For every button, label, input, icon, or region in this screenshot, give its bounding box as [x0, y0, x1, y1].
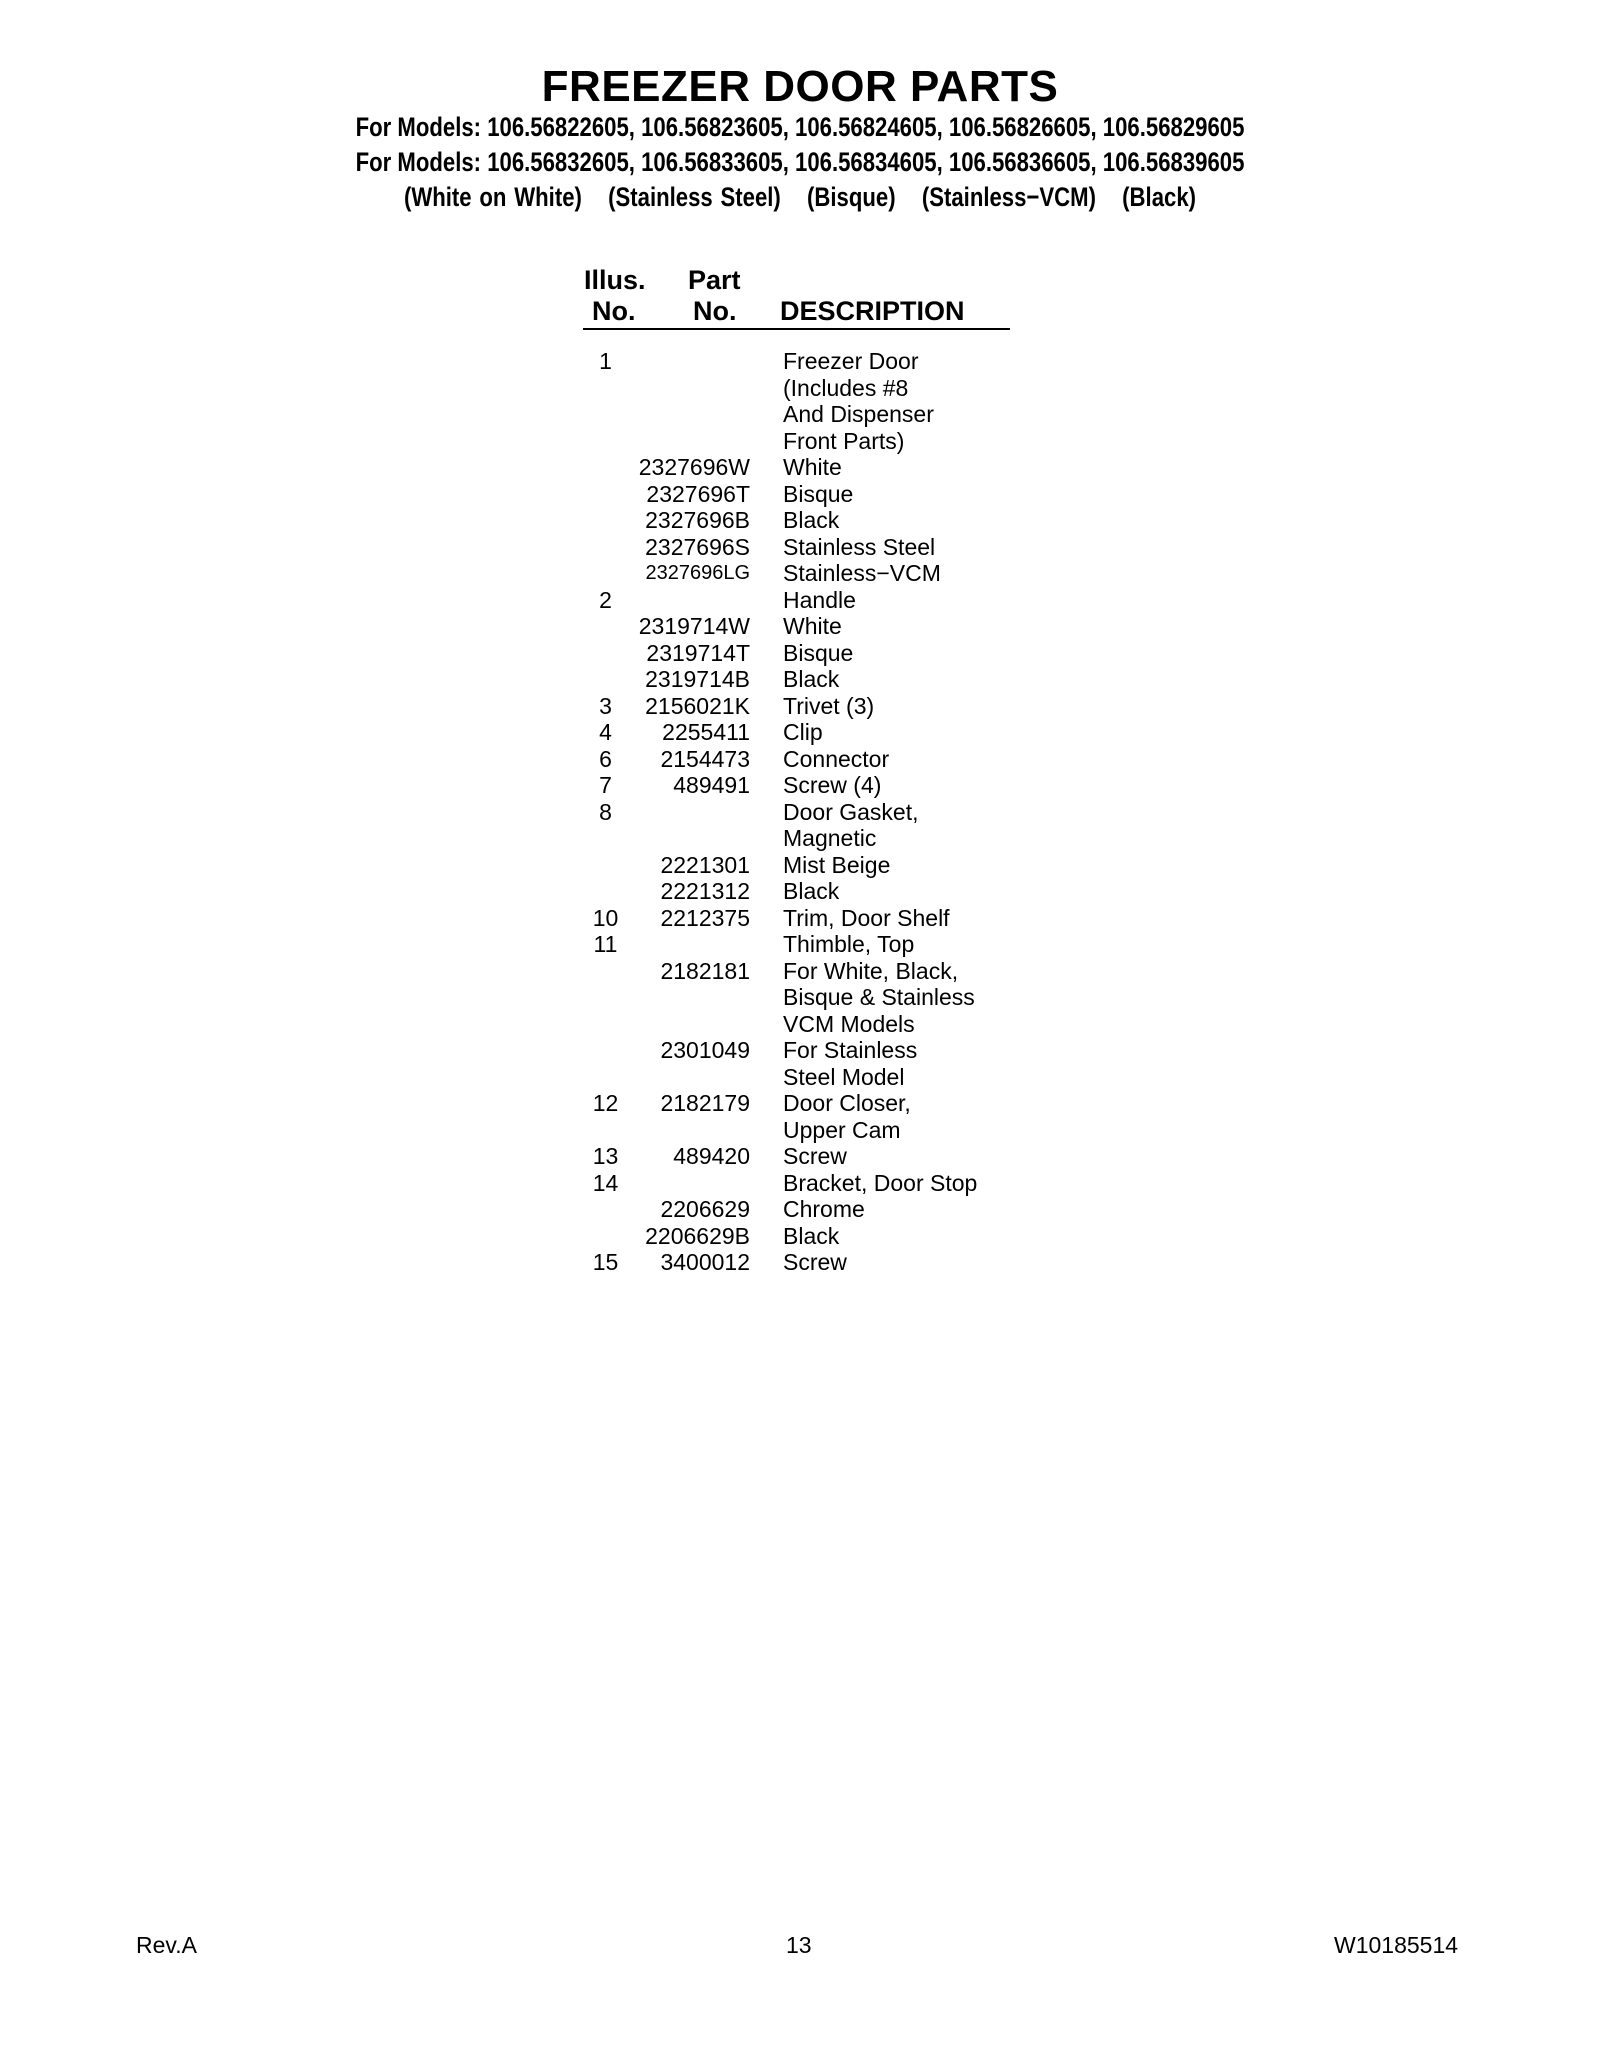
footer-page-number: 13 [786, 1932, 812, 1958]
table-row [583, 587, 1023, 614]
table-row [583, 772, 1023, 799]
part-description: Black [783, 507, 840, 533]
part-number: 2327696W [638, 454, 750, 480]
part-number: 2221312 [660, 878, 750, 904]
header-illus-no: No. [592, 296, 636, 326]
part-number: 489491 [673, 772, 750, 798]
table-row [583, 1037, 1023, 1064]
part-description: Magnetic [783, 825, 877, 851]
table-row [583, 613, 1023, 640]
part-number: 489420 [673, 1143, 750, 1169]
table-row [583, 428, 1023, 455]
variant-label: (Stainless−VCM) [921, 182, 1096, 212]
part-description: Bracket, Door Stop [783, 1169, 978, 1196]
part-description: Trim, Door Shelf [783, 904, 950, 931]
table-row [583, 401, 1023, 428]
table-row [583, 1196, 1023, 1223]
variant-label: (White on White) [403, 182, 582, 212]
part-number: 2182181 [660, 957, 750, 984]
part-description: Steel Model [783, 1063, 905, 1090]
part-description: For Stainless [783, 1037, 918, 1063]
part-description: Black [783, 666, 840, 692]
part-number: 2327696LG [645, 562, 750, 584]
table-row [583, 719, 1023, 746]
table-row [583, 1143, 1023, 1170]
table-row [583, 640, 1023, 667]
part-description: Connector [783, 745, 890, 772]
illus-number: 13 [592, 1143, 619, 1169]
part-description: Freezer Door [783, 348, 919, 374]
model-variants [144, 182, 1456, 213]
part-number: 2206629B [645, 1222, 750, 1249]
part-number: 3400012 [660, 1249, 750, 1275]
table-row [583, 746, 1023, 773]
illus-number: 3 [599, 692, 612, 719]
part-description: Mist Beige [783, 851, 891, 878]
part-description: Upper Cam [783, 1116, 901, 1143]
header-part-no: No. [693, 296, 737, 326]
variant-label: (Bisque) [807, 182, 896, 212]
illus-number: 1 [599, 348, 612, 374]
part-number: 2327696B [645, 507, 750, 533]
part-description: Door Gasket, [783, 798, 919, 825]
illus-number: 7 [599, 772, 612, 798]
illus-number: 10 [592, 904, 619, 931]
table-row [583, 852, 1023, 879]
part-description: Screw (4) [783, 772, 882, 798]
illus-number: 12 [592, 1090, 619, 1116]
part-number: 2206629 [660, 1196, 750, 1222]
illus-number: 15 [592, 1249, 619, 1275]
part-number: 2327696T [646, 480, 750, 507]
header-part: Part [688, 265, 741, 295]
illus-number: 11 [593, 931, 618, 957]
part-description: Chrome [783, 1196, 865, 1222]
part-description: Bisque [783, 639, 854, 666]
table-row [583, 1011, 1023, 1038]
table-row [583, 1064, 1023, 1091]
part-description: Stainless Steel [783, 533, 936, 560]
table-row [583, 375, 1023, 402]
table-row [583, 1249, 1023, 1276]
part-description: Trivet (3) [783, 692, 875, 719]
part-description: Thimble, Top [783, 931, 915, 957]
part-description: Front Parts) [783, 427, 905, 454]
header-illus: Illus. [584, 265, 646, 295]
part-description: Black [783, 1222, 840, 1249]
part-number: 2327696S [645, 533, 750, 560]
part-description: For White, Black, [783, 957, 959, 984]
table-row [583, 348, 1023, 375]
table-row [583, 1117, 1023, 1144]
illus-number: 4 [599, 719, 612, 745]
part-number: 2255411 [662, 719, 750, 745]
variant-label: (Stainless Steel) [608, 182, 781, 212]
models-line-1: For Models: 106.56822605, 106.56823605, 106.56824605, 106.56826605, 106.56829605 [355, 112, 1245, 142]
header-description: DESCRIPTION [780, 296, 965, 326]
part-description: Door Closer, [783, 1090, 911, 1116]
part-description: Handle [783, 586, 856, 613]
illus-number: 8 [599, 798, 612, 825]
table-row [583, 958, 1023, 985]
parts-table [583, 348, 1023, 1276]
table-row [583, 454, 1023, 481]
footer-revision: Rev.A [136, 1932, 197, 1958]
part-number: 2319714W [638, 613, 750, 639]
table-row [583, 560, 1023, 587]
table-row [583, 878, 1023, 905]
illus-number: 14 [592, 1169, 619, 1196]
table-row [583, 1090, 1023, 1117]
page-title: FREEZER DOOR PARTS [541, 62, 1059, 111]
table-row [583, 693, 1023, 720]
part-description: (Includes #8 [783, 374, 909, 401]
part-number: 2154473 [660, 745, 750, 772]
footer-document-number: W10185514 [1334, 1932, 1459, 1958]
table-row [583, 1223, 1023, 1250]
part-description: Bisque [783, 480, 854, 507]
part-number: 2319714T [646, 639, 750, 666]
table-row [583, 905, 1023, 932]
part-number: 2221301 [660, 851, 750, 878]
table-row [583, 534, 1023, 561]
table-row [583, 799, 1023, 826]
part-number: 2301049 [660, 1037, 750, 1063]
part-description: Black [783, 878, 840, 904]
part-description: Screw [783, 1249, 847, 1275]
part-number: 2182179 [660, 1090, 750, 1116]
models-line-2: For Models: 106.56832605, 106.56833605, 106.56834605, 106.56836605, 106.56839605 [355, 147, 1245, 177]
table-row [583, 507, 1023, 534]
table-row [583, 984, 1023, 1011]
header-rule [583, 328, 1010, 330]
illus-number: 2 [599, 586, 612, 613]
part-description: And Dispenser [783, 401, 934, 427]
part-number: 2212375 [660, 904, 750, 931]
part-number: 2156021K [645, 692, 750, 719]
part-description: Bisque & Stainless [783, 984, 975, 1010]
illus-number: 6 [599, 745, 612, 772]
variant-label: (Black) [1122, 182, 1197, 212]
part-description: White [783, 454, 842, 480]
table-row [583, 931, 1023, 958]
part-description: White [783, 613, 842, 639]
table-row [583, 666, 1023, 693]
part-description: VCM Models [783, 1010, 915, 1037]
table-row [583, 825, 1023, 852]
part-number: 2319714B [645, 666, 750, 692]
table-row [583, 1170, 1023, 1197]
part-description: Clip [783, 719, 823, 745]
part-description: Screw [783, 1143, 847, 1169]
table-row [583, 481, 1023, 508]
part-description: Stainless−VCM [783, 560, 941, 586]
